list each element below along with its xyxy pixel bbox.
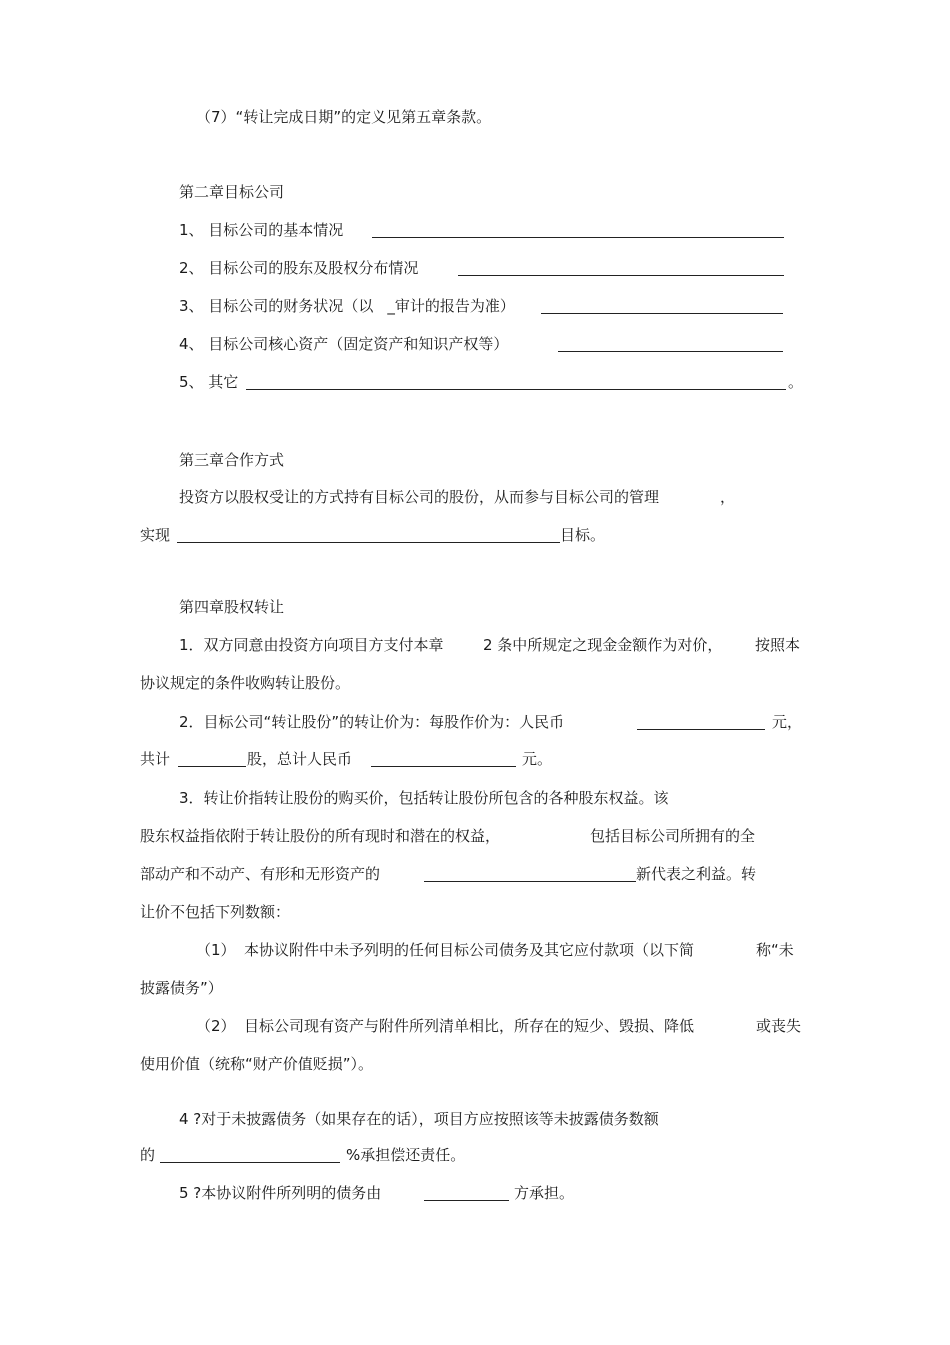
chapter-2-heading: 第二章目标公司 [179,183,285,201]
ch3-para-comma: ， [720,488,736,506]
ch4-shares-blank [178,751,246,767]
ch4-sub1-b: 本协议附件中未予列明的任何目标公司债务及其它应付款项（以下简 [244,941,695,959]
ch4-p5-b: 方承担。 [514,1184,575,1202]
ch2-item-3-suffix: _审计的报告为准） [387,297,515,315]
ch2-item-3-text: 3、 目标公司的财务状况（以 [179,297,374,315]
ch4-debt-party-blank [424,1185,509,1201]
ch4-p3-line3-a: 部动产和不动产、有形和无形资产的 [140,865,381,883]
ch4-p4-line2-a: 的 [140,1146,156,1164]
ch2-item-5-end: 。 [788,373,804,391]
ch4-price-per-share-blank [637,714,765,730]
ch2-item-2-text: 2、 目标公司的股东及股权分布情况 [179,259,419,277]
ch4-p1-c: 按照本 [755,636,801,654]
ch4-p2-a: 2．目标公司“转让股份”的转让价为：每股作价为：人民币 [179,713,565,731]
ch3-para-line1: 投资方以股权受让的方式持有目标公司的股份，从而参与目标公司的管理 [179,488,660,506]
ch4-p2-b: 元， [772,713,803,731]
ch4-sub1-c: 称“未 [756,941,794,959]
ch4-p3-line1: 3．转让价指转让股份的购买价，包括转让股份所包含的各种股东权益。该 [179,789,669,807]
ch4-p1-b: 2 条中所规定之现金金额作为对价， [483,636,723,654]
ch2-item-4-text: 4、 目标公司核心资产（固定资产和知识产权等） [179,335,509,353]
ch4-p1-a: 1．双方同意由投资方向项目方支付本章 [179,636,444,654]
ch4-p2-line2-a: 共计 [140,750,171,768]
ch4-p2-line2-c: 元。 [522,750,553,768]
ch4-sub2-line2: 使用价值（统称“财产价值贬损”）。 [140,1055,374,1073]
ch4-p3-line2-b: 包括目标公司所拥有的全 [590,827,756,845]
ch2-item-3 [179,296,515,316]
ch4-p3-line4: 让价不包括下列数额： [140,903,291,921]
chapter-4-heading: 第四章股权转让 [179,598,285,616]
ch2-item-5-text: 5、 其它 [179,373,239,391]
ch2-item-2 [179,258,418,278]
ch2-item-5-blank [246,374,786,390]
ch3-para-line2-start: 实现 [140,526,171,544]
chapter-3-heading: 第三章合作方式 [179,451,285,469]
ch2-item-4-blank [558,336,783,352]
ch4-p1-line2: 协议规定的条件收购转让股份。 [140,674,351,692]
ch4-p3-line3-b: 新代表之利益。转 [636,865,757,883]
ch4-p4-line1: 4 ?对于未披露债务（如果存在的话），项目方应按照该等未披露债务数额 [179,1110,659,1128]
ch2-item-4 [179,334,508,354]
ch3-goal-blank [177,527,560,543]
ch3-para-line2-end: 目标。 [560,526,606,544]
ch4-sub2-b: 目标公司现有资产与附件所列清单相比，所存在的短少、毁损、降低 [244,1017,695,1035]
ch4-sub2-c: 或丧失 [756,1017,802,1035]
ch2-item-1 [179,220,343,240]
ch4-p4-line2-b: %承担偿还责任。 [346,1146,466,1164]
ch2-item-1-text: 1、 目标公司的基本情况 [179,221,344,239]
ch4-sub1-a: （1） [196,941,236,959]
ch4-sub2-a: （2） [196,1017,236,1035]
ch4-assets-blank [424,866,636,882]
ch4-sub1-line2: 披露债务”） [140,979,223,997]
ch4-total-blank [371,751,516,767]
clause-7: （7）“转让完成日期”的定义见第五章条款。 [196,108,492,126]
ch2-item-2-blank [458,260,784,276]
ch4-p2-line2-b: 股，总计人民币 [247,750,353,768]
ch4-percent-blank [160,1147,340,1163]
ch4-p5-a: 5 ?本协议附件所列明的债务由 [179,1184,382,1202]
ch2-item-3-blank [541,298,783,314]
ch4-p3-line2-a: 股东权益指依附于转让股份的所有现时和潜在的权益， [140,827,501,845]
ch2-item-5 [179,372,238,392]
ch2-item-1-blank [372,222,784,238]
